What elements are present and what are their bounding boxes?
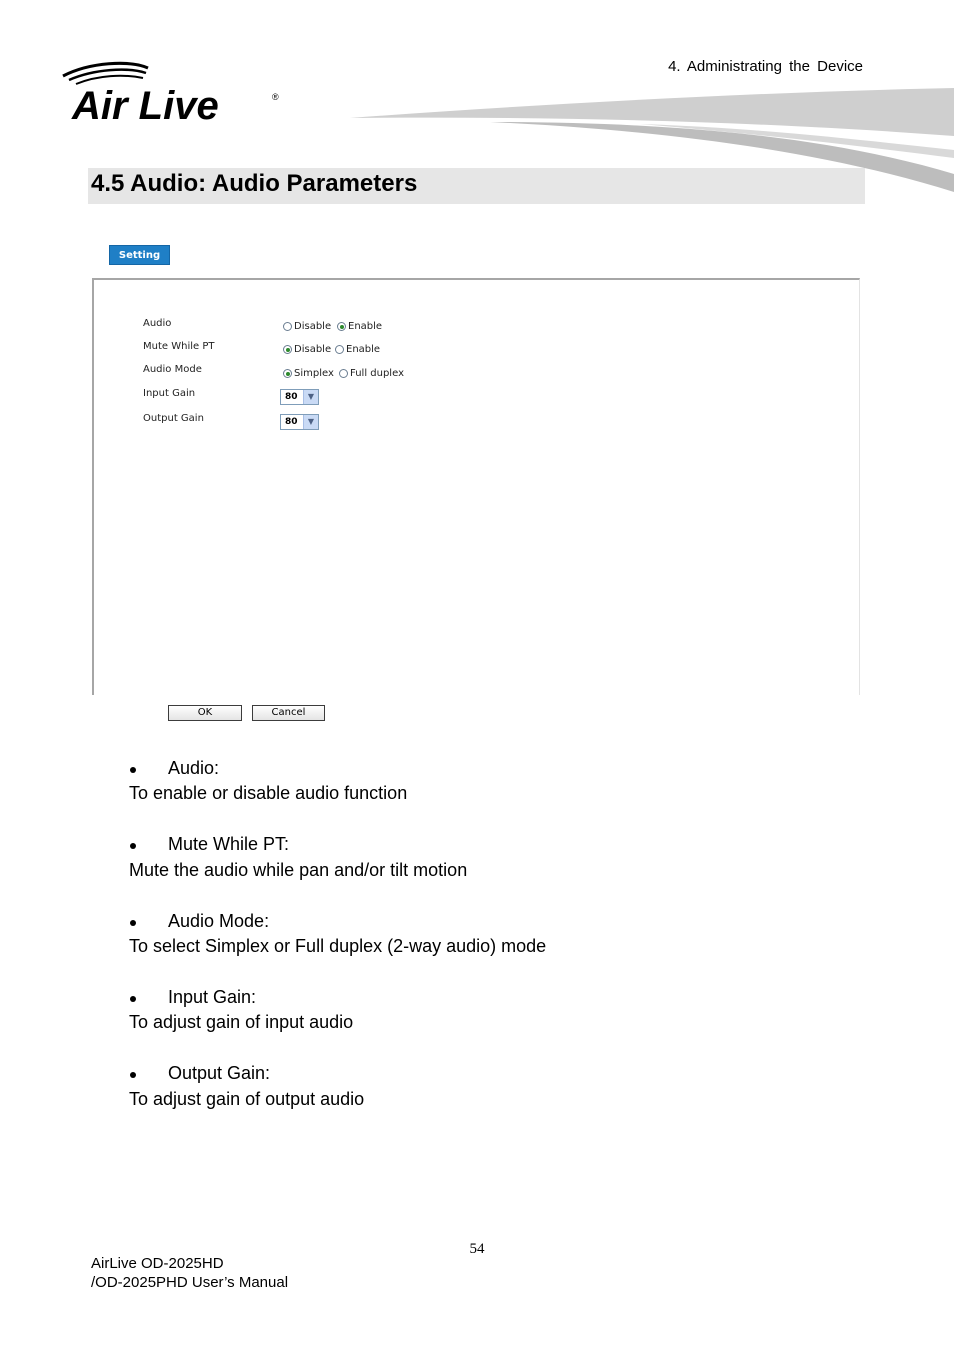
footer-product: AirLive OD-2025HD — [91, 1255, 224, 1272]
item-description: To select Simplex or Full duplex (2-way audio) mode — [129, 936, 547, 956]
audio-mode-full-duplex-radio[interactable]: Full duplex — [339, 368, 404, 379]
radio-selected-icon — [283, 369, 292, 378]
bullet-icon — [128, 764, 138, 774]
setting-tab[interactable]: Setting — [109, 245, 170, 265]
output-gain-value: 80 — [285, 417, 298, 427]
logo-wordmark: Air Live — [72, 84, 219, 128]
item-description: To adjust gain of output audio — [129, 1089, 365, 1109]
radio-icon — [335, 345, 344, 354]
item-description: To enable or disable audio function — [129, 783, 408, 803]
item-title: Output Gain: — [168, 1063, 271, 1083]
chapter-heading: 4. Administrating the Device — [668, 58, 863, 75]
input-gain-value: 80 — [285, 392, 298, 402]
input-gain-select[interactable] — [280, 389, 319, 405]
input-gain-label: Input Gain — [143, 388, 196, 399]
item-title: Audio: — [168, 758, 220, 778]
ok-button[interactable]: OK — [168, 705, 242, 721]
radio-icon — [339, 369, 348, 378]
footer-manual: /OD-2025PHD User’s Manual — [91, 1274, 289, 1291]
mute-disable-radio[interactable]: Disable — [283, 344, 331, 355]
bullet-icon — [128, 993, 138, 1003]
item-title: Input Gain: — [168, 987, 257, 1007]
audio-mode-label: Audio Mode — [143, 364, 202, 375]
mute-while-pt-label: Mute While PT — [143, 341, 215, 352]
bullet-icon — [128, 1069, 138, 1079]
bullet-icon — [128, 840, 138, 850]
output-gain-label: Output Gain — [143, 413, 204, 424]
registered-mark: ® — [272, 92, 279, 102]
item-title: Audio Mode: — [168, 911, 270, 931]
audio-label: Audio — [143, 318, 172, 329]
audio-mode-simplex-radio[interactable]: Simplex — [283, 368, 334, 379]
section-title: 4.5 Audio: Audio Parameters — [91, 170, 418, 197]
audio-enable-radio[interactable]: Enable — [337, 321, 382, 332]
audio-disable-radio[interactable]: Disable — [283, 321, 331, 332]
radio-icon — [283, 322, 292, 331]
bullet-icon — [128, 917, 138, 927]
radio-selected-icon — [283, 345, 292, 354]
cancel-button[interactable]: Cancel — [252, 705, 325, 721]
item-title: Mute While PT: — [168, 834, 290, 854]
item-description: Mute the audio while pan and/or tilt motion — [129, 860, 468, 880]
radio-selected-icon — [337, 322, 346, 331]
output-gain-select[interactable] — [280, 414, 319, 430]
page-number: 54 — [469, 1241, 485, 1257]
chevron-down-icon[interactable]: ▼ — [303, 390, 318, 404]
airlive-logo — [60, 60, 290, 128]
item-description: To adjust gain of input audio — [129, 1012, 354, 1032]
mute-enable-radio[interactable]: Enable — [335, 344, 380, 355]
chevron-down-icon[interactable]: ▼ — [303, 415, 318, 429]
